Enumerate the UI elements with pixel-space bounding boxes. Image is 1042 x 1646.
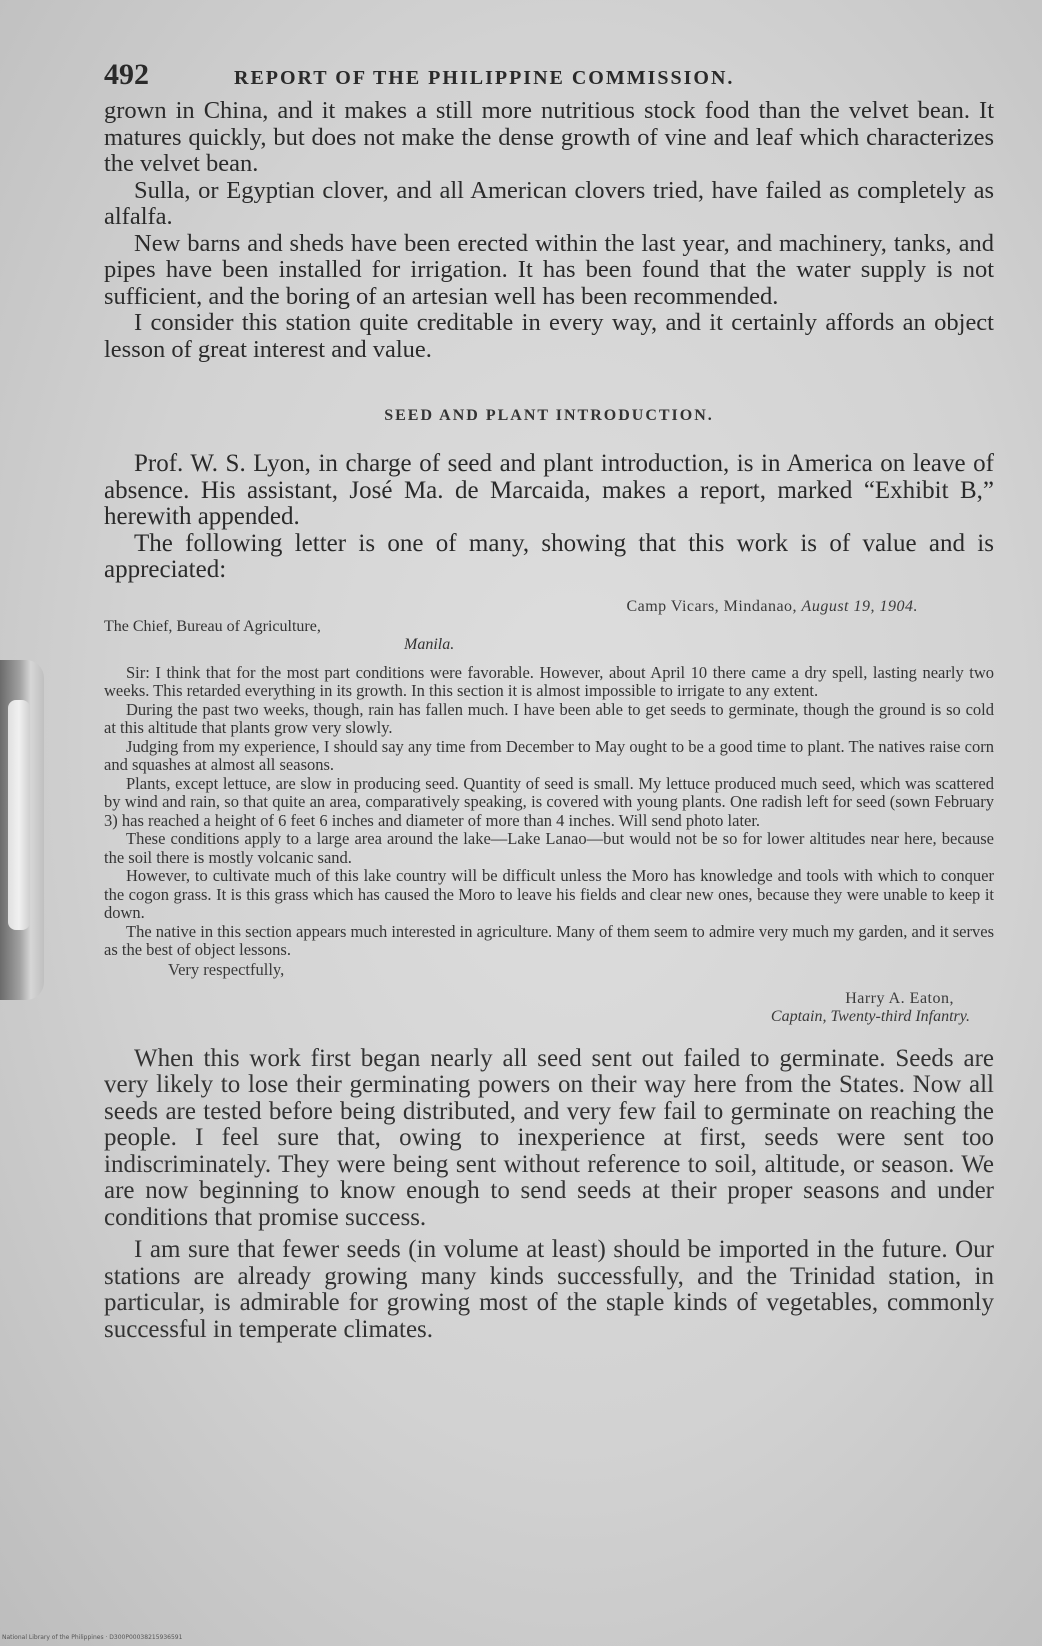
paragraph-barns: New barns and sheds have been erected within the last year, and machinery, tanks, and pipes have been installed for irrigation. It has been found that the water supply is not sufficient, and the boring of an artesian well has been recommended. xyxy=(104,229,994,310)
letter-paragraph: Sir: I think that for the most part conditions were favorable. However, about April 10 there came a dry spell, lasting nearly two weeks. This retarded everything in its growth. In this section it is almost impossible to irrigate to any extent. xyxy=(104,662,994,700)
paragraph-germination: When this work first began nearly all seed sent out failed to germinate. Seeds are very likely to lose their germinating powers on their way here from the States. Now all seeds are tested before being distributed, and very few fail to germinate on reaching the people. I feel sure that, owing to inexperience at first, seeds were sent too indiscriminately. They were being sent without reference to soil, altitude, or season. We are now beginning to know enough to send seeds at their proper seasons and under conditions that promise success. xyxy=(104,1044,994,1231)
letter-closing: Very respectfully, xyxy=(168,959,285,979)
letter-paragraph: Plants, except lettuce, are slow in producing seed. Quantity of seed is small. My lettuce produced much seed, which was scattered by wind and rain, so that quite an area, comparatively speaking, is covered with young plants. One radish left for seed (sown February 3) has reached a height of 6 feet 6 inches and diameter of more than 4 inches. Will send photo later. xyxy=(104,773,994,830)
letter-paragraph: These conditions apply to a large area around the lake—Lake Lanao—but would not be so for lower altitudes near here, because the soil there is mostly volcanic sand. xyxy=(104,829,994,867)
letter-addressee: The Chief, Bureau of Agriculture, xyxy=(104,617,321,635)
binding-clip xyxy=(8,700,30,930)
letter-paragraph: Judging from my experience, I should say any time from December to May ought to be a good time to plant. The natives raise corn and squashes at almost all seasons. xyxy=(104,736,994,774)
letter-addressee-city: Manila. xyxy=(404,635,455,653)
paragraph-station: I consider this station quite creditable in every way, and it certainly affords an object lesson of great interest and value. xyxy=(104,309,994,363)
paragraph-lyon: Prof. W. S. Lyon, in charge of seed and plant introduction, is in America on leave of absence. His assistant, José Ma. de Marcaida, makes a report, marked “Exhibit B,” herewith appended. xyxy=(104,450,994,530)
document-page xyxy=(104,58,994,1343)
section-heading: SEED AND PLANT INTRODUCTION. xyxy=(384,407,714,424)
letter-paragraph: However, to cultivate much of this lake country will be difficult unless the Moro has knowledge and tools with which to conquer the cogon grass. It is this grass which has caused the Moro to leave his fields and clear new ones, because they were unable to keep it down. xyxy=(104,866,994,922)
letter-date: August 19, 1904. xyxy=(801,597,918,615)
letter-dateline xyxy=(104,598,994,616)
letter-place: Camp Vicars, Mindanao, xyxy=(626,597,798,615)
page-number: 492 xyxy=(104,58,149,91)
library-stamp: National Library of the Philippines · D300P00038215936591 xyxy=(2,1634,183,1641)
letter-paragraph: During the past two weeks, though, rain has fallen much. I have been able to get seeds to germinate, though the ground is so cold at this altitude that plants grow very slowly. xyxy=(104,699,994,737)
running-head: REPORT OF THE PHILIPPINE COMMISSION. xyxy=(234,67,735,89)
paragraph-sulla: Sulla, or Egyptian clover, and all American clovers tried, have failed as completely as alfalfa. xyxy=(104,176,994,230)
paragraph-letter-intro: The following letter is one of many, showing that this work is of value and is appreciated: xyxy=(104,529,994,583)
paragraph-fewer-seeds: I am sure that fewer seeds (in volume at least) should be imported in the future. Our stations are already growing many kinds successfully, and the Trinidad station, in particular, is admirable for growing most of the staple kinds of vegetables, commonly successful in temperate climates. xyxy=(104,1236,994,1343)
letter-signer-title: Captain, Twenty-third Infantry. xyxy=(770,1007,970,1025)
letter-signer: Harry A. Eaton, xyxy=(845,989,954,1007)
page-header xyxy=(104,58,994,98)
letter-paragraph: The native in this section appears much interested in agriculture. Many of them seem to admire very much my garden, and it serves as the best of object lessons. xyxy=(104,921,994,959)
paragraph-continued: grown in China, and it makes a still more nutritious stock food than the velvet bean. It matures quickly, but does not make the dense growth of vine and leaf which characterizes the velvet bean. xyxy=(104,97,994,177)
